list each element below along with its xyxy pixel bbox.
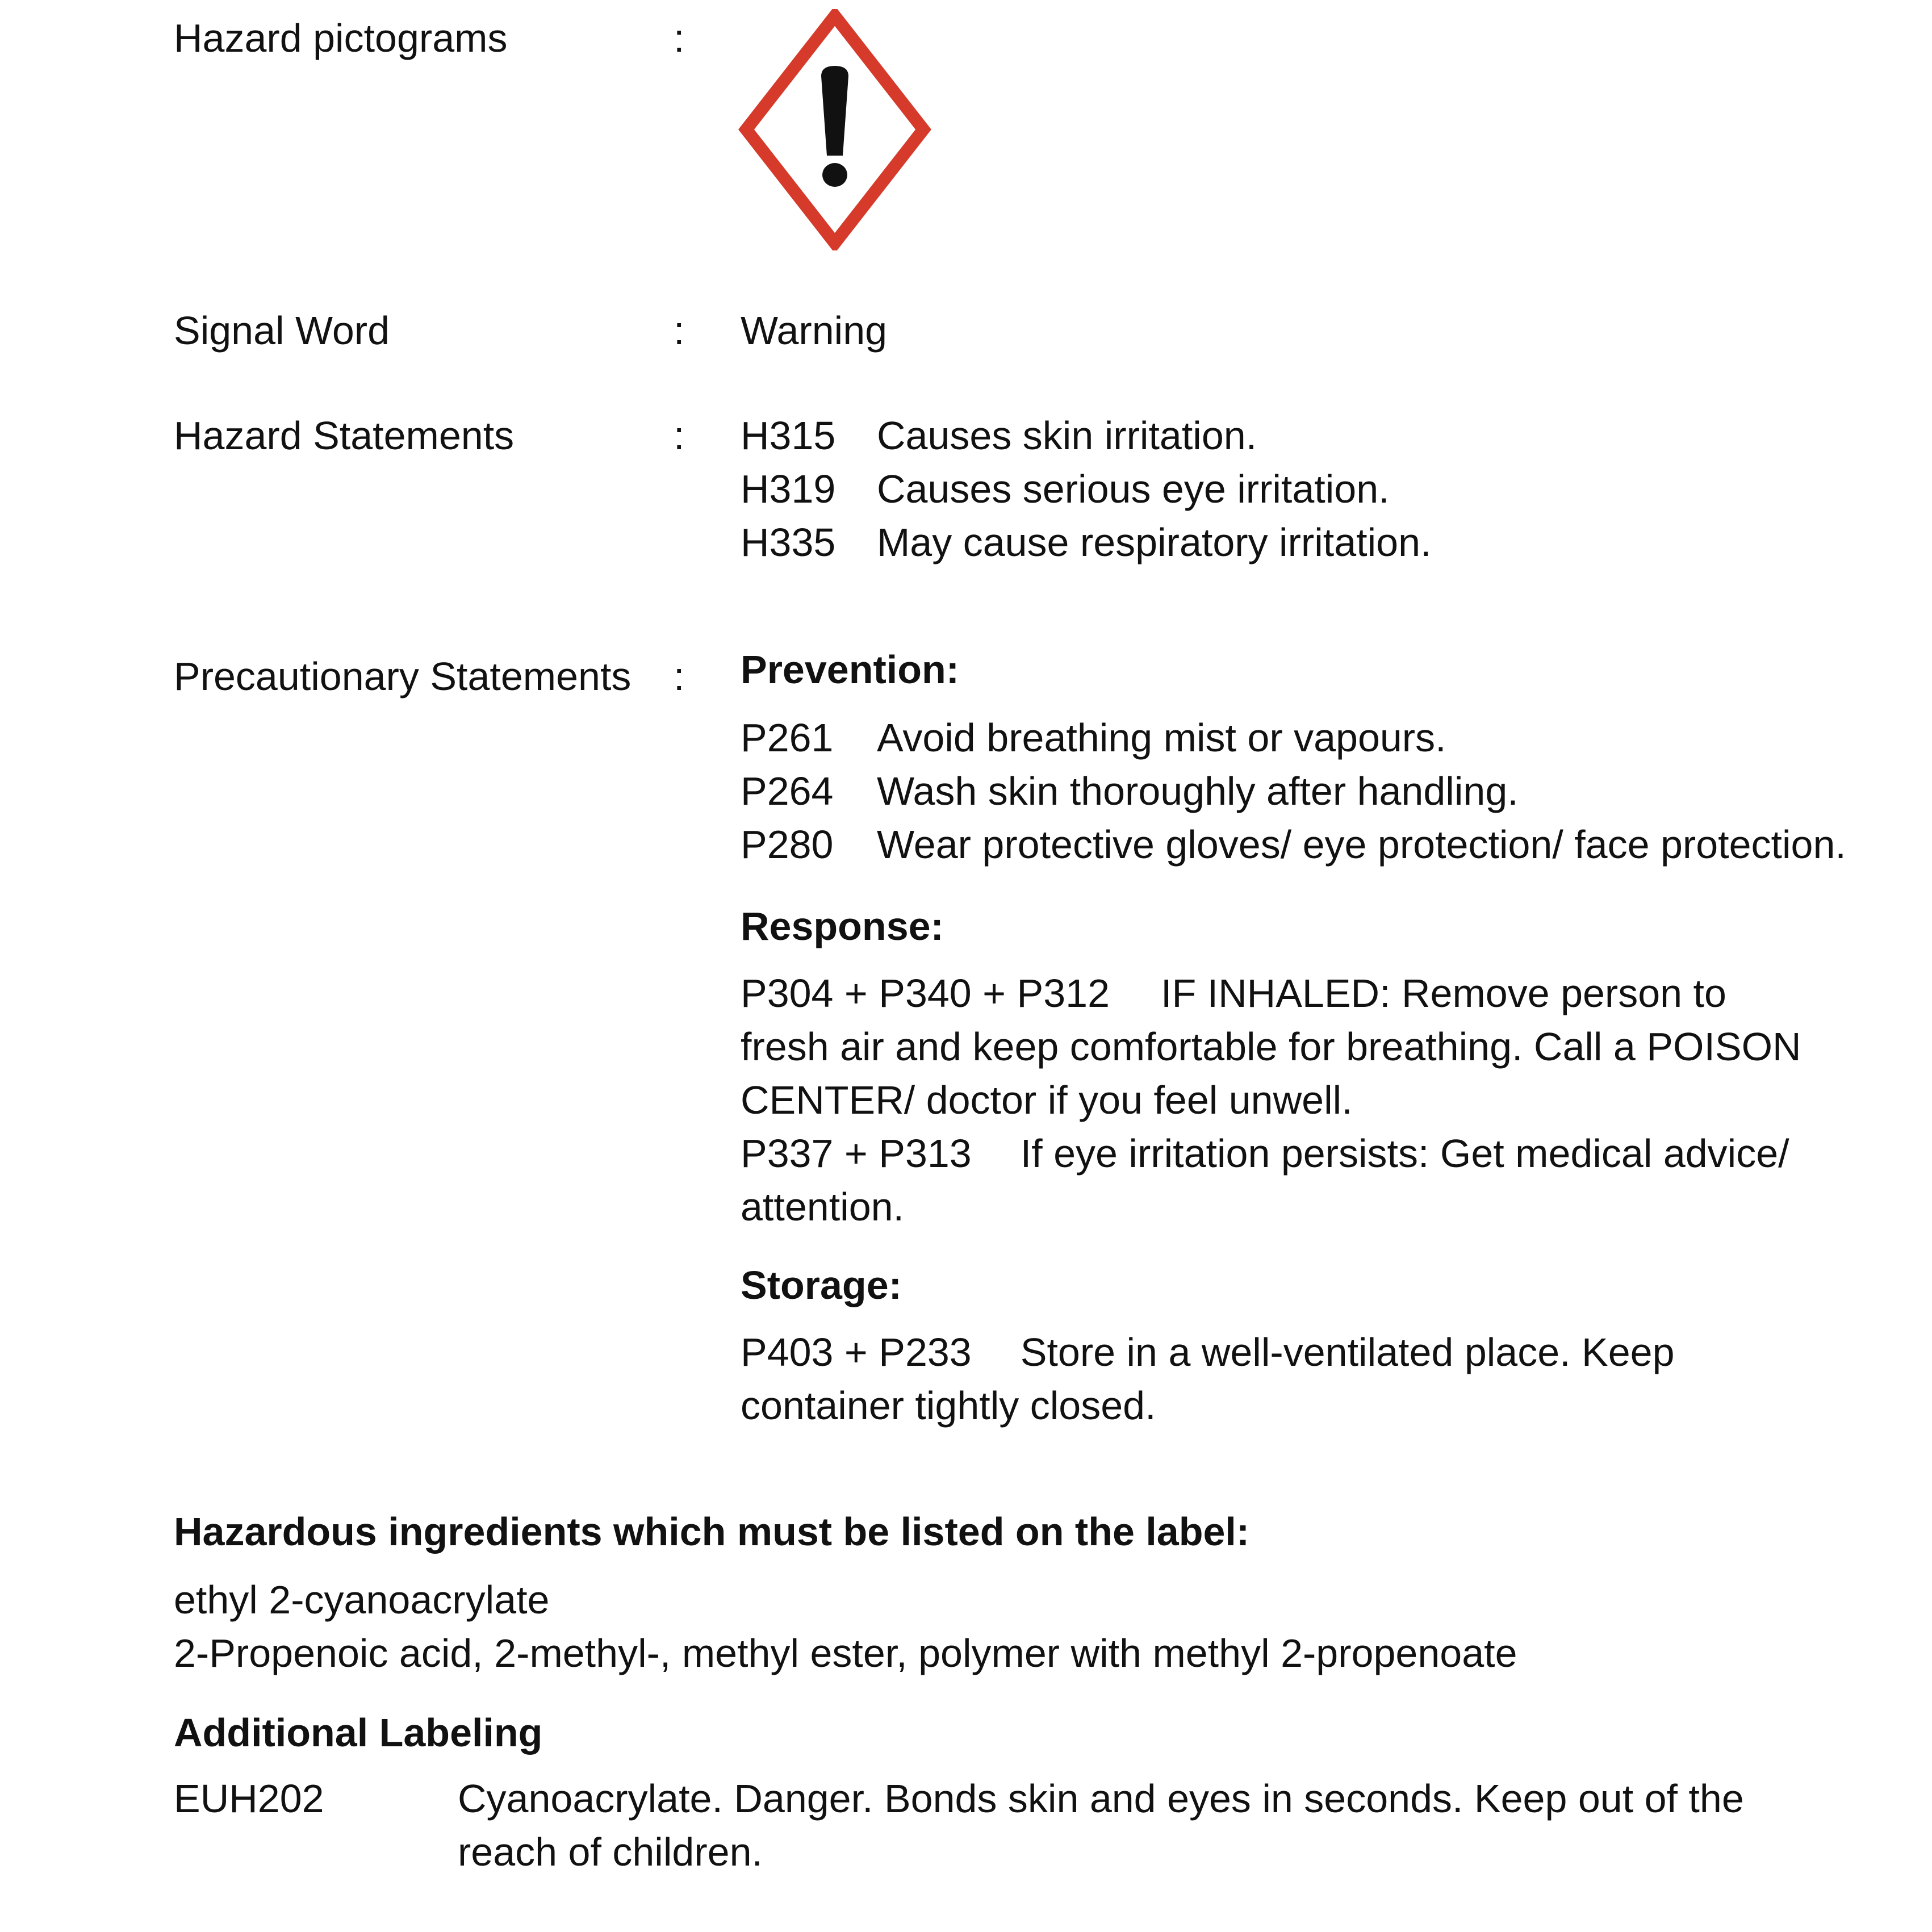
precaution-text: If eye irritation persists: Get medical advice/ attention.	[741, 1131, 1789, 1229]
precaution-code: P264	[741, 769, 834, 813]
precaution-code: P403 + P233	[741, 1330, 972, 1374]
ingredients-list	[174, 1573, 1517, 1680]
prevention-list	[741, 711, 1846, 871]
precaution-text: Avoid breathing mist or vapours.	[877, 716, 1446, 760]
additional-text: Cyanoacrylate. Danger. Bonds skin and eyes in seconds. Keep out of the reach of children.	[458, 1776, 1744, 1874]
hazard-statements-label: Hazard Statements	[174, 413, 515, 458]
hazard-text: May cause respiratory irritation.	[877, 520, 1432, 564]
hazard-statements-list	[741, 409, 1431, 569]
precaution-code: P304 + P340 + P312	[741, 971, 1110, 1015]
storage-item	[741, 1325, 1808, 1432]
precaution-text: IF INHALED: Remove person to fresh air and keep comfortable for breathing. Call a POISON CENTER/ doctor if you feel unwell.	[741, 971, 1801, 1122]
hazard-statement-row	[741, 462, 1431, 516]
hazard-statement-row	[741, 409, 1431, 462]
hazard-statement-row	[741, 516, 1431, 569]
ghs07-exclamation-mark-icon	[738, 9, 931, 250]
hazard-text: Causes skin irritation.	[877, 413, 1257, 458]
precaution-text: Wash skin thoroughly after handling.	[877, 769, 1519, 813]
additional-heading: Additional Labeling	[174, 1711, 543, 1755]
signal-word-colon: :	[674, 308, 685, 353]
storage-heading: Storage:	[741, 1263, 902, 1307]
hazard-code: H315	[741, 413, 836, 458]
precaution-code: P337 + P313	[741, 1131, 972, 1176]
precaution-code: P280	[741, 822, 834, 867]
ingredients-heading: Hazardous ingredients which must be listed on the label:	[174, 1509, 1250, 1554]
response-heading: Response:	[741, 904, 944, 948]
pictograms-label: Hazard pictograms	[174, 16, 508, 60]
response-item	[741, 1127, 1808, 1233]
pictograms-colon: :	[674, 16, 685, 60]
precaution-row	[741, 711, 1846, 764]
precaution-text: Store in a well-ventilated place. Keep container tightly closed.	[741, 1330, 1675, 1428]
response-item	[741, 967, 1808, 1127]
hazard-code: H319	[741, 467, 836, 511]
signal-word-value: Warning	[741, 308, 888, 353]
prevention-heading: Prevention:	[741, 647, 960, 692]
hazard-statements-colon: :	[674, 413, 685, 458]
hazard-code: H335	[741, 520, 836, 564]
hazard-text: Causes serious eye irritation.	[877, 467, 1390, 511]
signal-word-label: Signal Word	[174, 308, 390, 353]
precaution-text: Wear protective gloves/ eye protection/ face protection.	[877, 822, 1846, 867]
precaution-code: P261	[741, 716, 834, 760]
precautionary-label: Precautionary Statements	[174, 654, 632, 699]
precautionary-colon: :	[674, 654, 685, 699]
precaution-row	[741, 764, 1846, 818]
ingredient-item: ethyl 2-cyanoacrylate	[174, 1578, 550, 1622]
precaution-row	[741, 818, 1846, 871]
additional-code: EUH202	[174, 1776, 324, 1821]
ingredient-item: 2-Propenoic acid, 2-methyl-, methyl ester, polymer with methyl 2-propenoate	[174, 1631, 1517, 1675]
